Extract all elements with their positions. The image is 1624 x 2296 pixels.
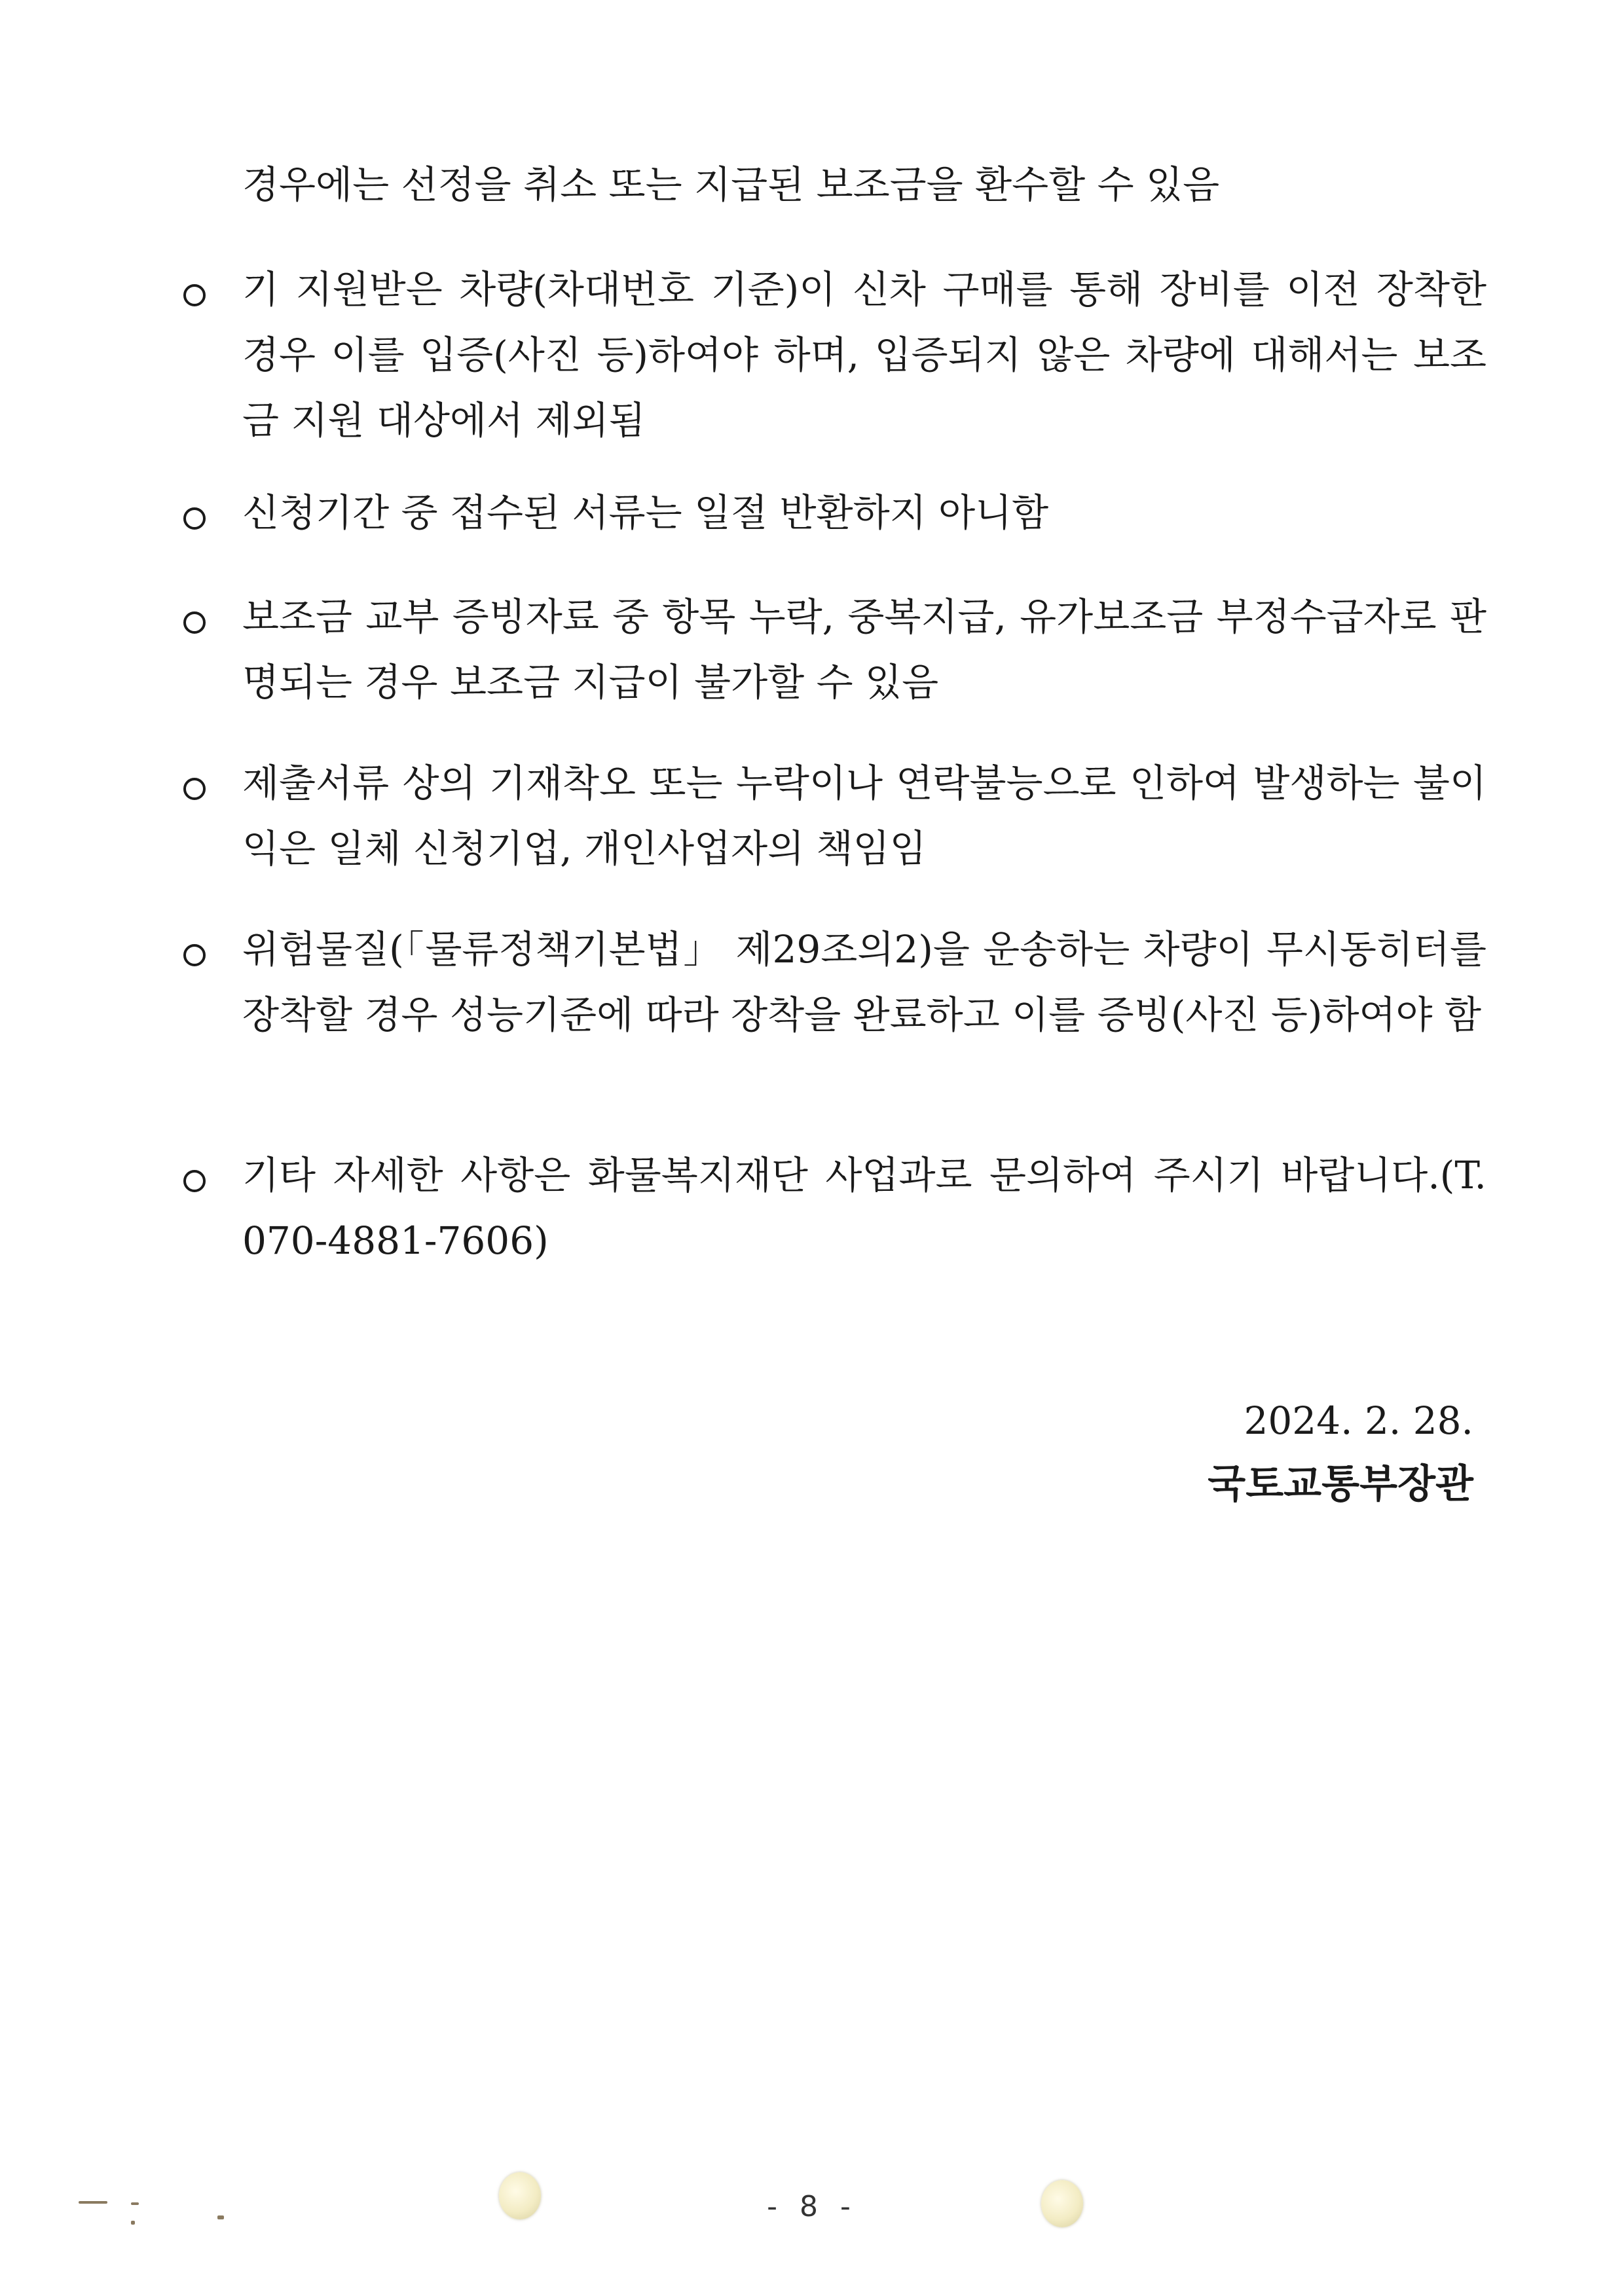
list-item-text: 기타 자세한 사항은 화물복지재단 사업과로 문의하여 주시기 바랍니다.(T. 070-4881-7606) [242, 1153, 1486, 1263]
binder-hole-mark [499, 2172, 541, 2219]
list-item [183, 917, 1486, 1048]
list-item-text: 보조금 교부 증빙자료 중 항목 누락, 중복지급, 유가보조금 부정수급자로 판명되는 경우 보조금 지급이 불가할 수 있음 [242, 594, 1486, 704]
circle-bullet-icon [183, 944, 206, 966]
list-item-text: 신청기간 중 접수된 서류는 일절 반환하지 아니함 [242, 490, 1049, 535]
list-item [183, 584, 1486, 715]
list-item-text: 기 지원받은 차량(차대번호 기준)이 신차 구매를 통해 장비를 이전 장착한 경우 이를 입증(사진 등)하여야 하며, 입증되지 않은 차량에 대해서는 보조금 지원 대상에서 제외됨 [242, 267, 1486, 443]
list-item [183, 750, 1486, 881]
circle-bullet-icon [183, 611, 206, 634]
circle-bullet-icon [183, 778, 206, 800]
circle-bullet-icon [183, 284, 206, 306]
circle-bullet-icon [183, 1170, 206, 1192]
scan-speck [131, 2221, 135, 2225]
list-item-text: 위험물질(「물류정책기본법」 제29조의2)을 운송하는 차량이 무시동히터를 장착할 경우 성능기준에 따라 장착을 완료하고 이를 증빙(사진 등)하여야 함 [242, 927, 1486, 1037]
issue-date: 2024. 2. 28. [1244, 1398, 1473, 1443]
scan-speck [217, 2215, 224, 2219]
binder-hole-mark [1041, 2180, 1083, 2227]
signer-name: 국토교통부장관 [1208, 1461, 1473, 1507]
continuation-text: 경우에는 선정을 취소 또는 지급된 보조금을 환수할 수 있음 [242, 162, 1220, 207]
scan-speck [131, 2202, 139, 2205]
list-item-text: 제출서류 상의 기재착오 또는 누락이나 연락불능으로 인하여 발생하는 불이익은 일체 신청기업, 개인사업자의 책임임 [242, 761, 1486, 871]
scan-speck [79, 2201, 107, 2204]
page-number: - 8 - [767, 2190, 857, 2223]
list-item [183, 1142, 1486, 1273]
circle-bullet-icon [183, 507, 206, 530]
list-item [183, 257, 1486, 453]
list-item [183, 480, 1486, 545]
